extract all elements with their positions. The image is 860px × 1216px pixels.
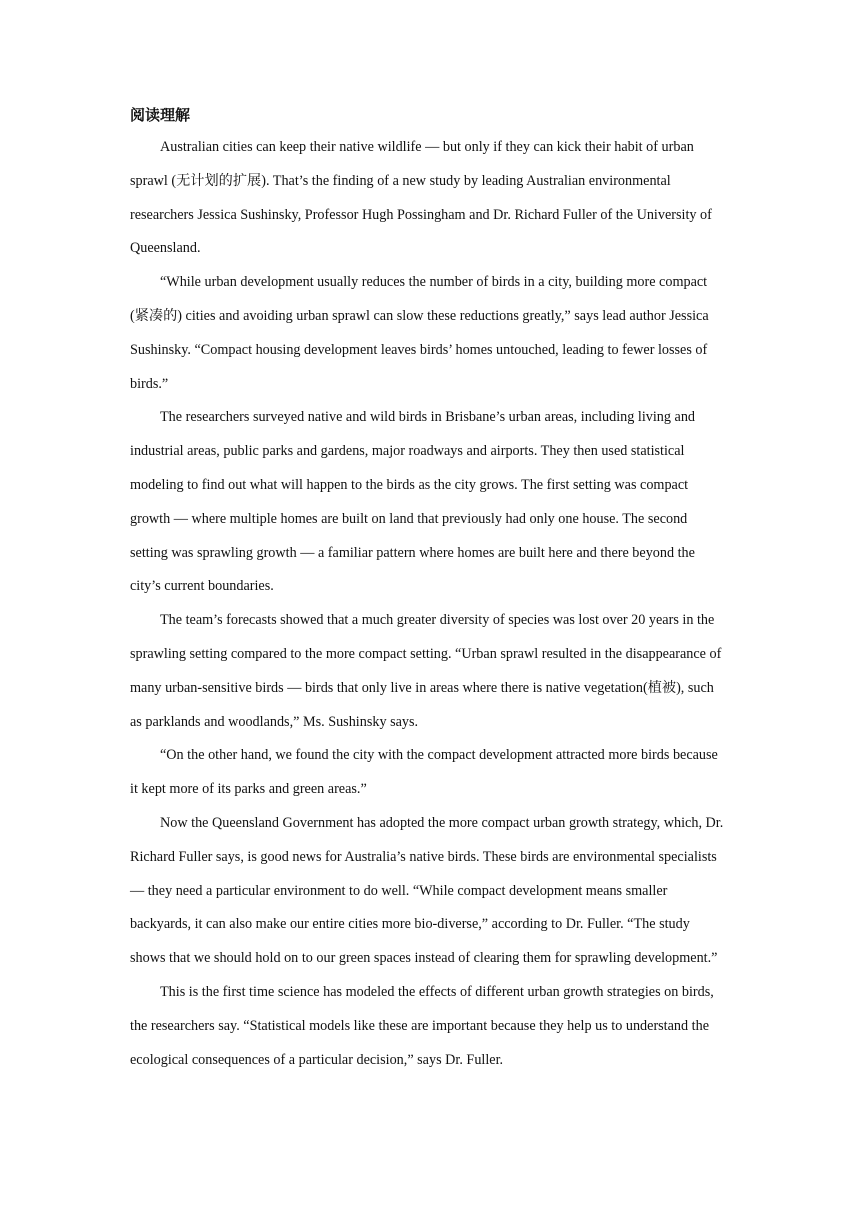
section-heading: 阅读理解 <box>130 108 191 124</box>
paragraph-3: The researchers surveyed native and wild birds in Brisbane’s urban areas, including living and industrial areas, public parks and gardens, major roadways and airports. They then used statistical modeling to find out what will happen to the birds as the city grows. The first setting was compact growth — where multiple homes are built on land that previously had only one house. The second setting was sprawling growth — a familiar pattern where homes are built here and there beyond the city’s current boundaries. <box>130 409 696 595</box>
paragraph-7: This is the first time science has modeled the effects of different urban growth strategies on birds, the researchers say. “Statistical models like these are important because they help us to understand the ecological consequences of a particular decision,” says Dr. Fuller. <box>130 983 714 1068</box>
paragraph-5: “On the other hand, we found the city with the compact development attracted more birds because it kept more of its parks and green areas.” <box>130 747 718 798</box>
paragraph-6: Now the Queensland Government has adopted the more compact urban growth strategy, which, Dr. Richard Fuller says, is good news for Australia’s native birds. These birds are environmental specialists — they need a particular environment to do well. “While compact development means smaller backyards, it can also make our entire cities more bio-diverse,” according to Dr. Fuller. “The study shows that we should hold on to our green spaces instead of clearing them for sprawling development.” <box>130 814 724 967</box>
paragraph-4: The team’s forecasts showed that a much greater diversity of species was lost over 20 years in the sprawling setting compared to the more compact setting. “Urban sprawl resulted in the disappearance of many urban-sensitive birds — birds that only live in areas where there is native vegetation(植被), such as parklands and woodlands,” Ms. Sushinsky says. <box>130 612 722 730</box>
document-page <box>130 101 728 1077</box>
paragraph-1: Australian cities can keep their native wildlife — but only if they can kick their habit of urban sprawl (无计划的扩展). That’s the finding of a new study by leading Australian environmental researchers Jessica Sushinsky, Professor Hugh Possingham and Dr. Richard Fuller of the University of Queensland. <box>130 139 712 257</box>
paragraph-2: “While urban development usually reduces the number of birds in a city, building more compact (紧凑的) cities and avoiding urban sprawl can slow these reductions greatly,” says lead author Jessica Sushinsky. “Compact housing development leaves birds’ homes untouched, leading to fewer losses of birds.” <box>130 274 709 392</box>
